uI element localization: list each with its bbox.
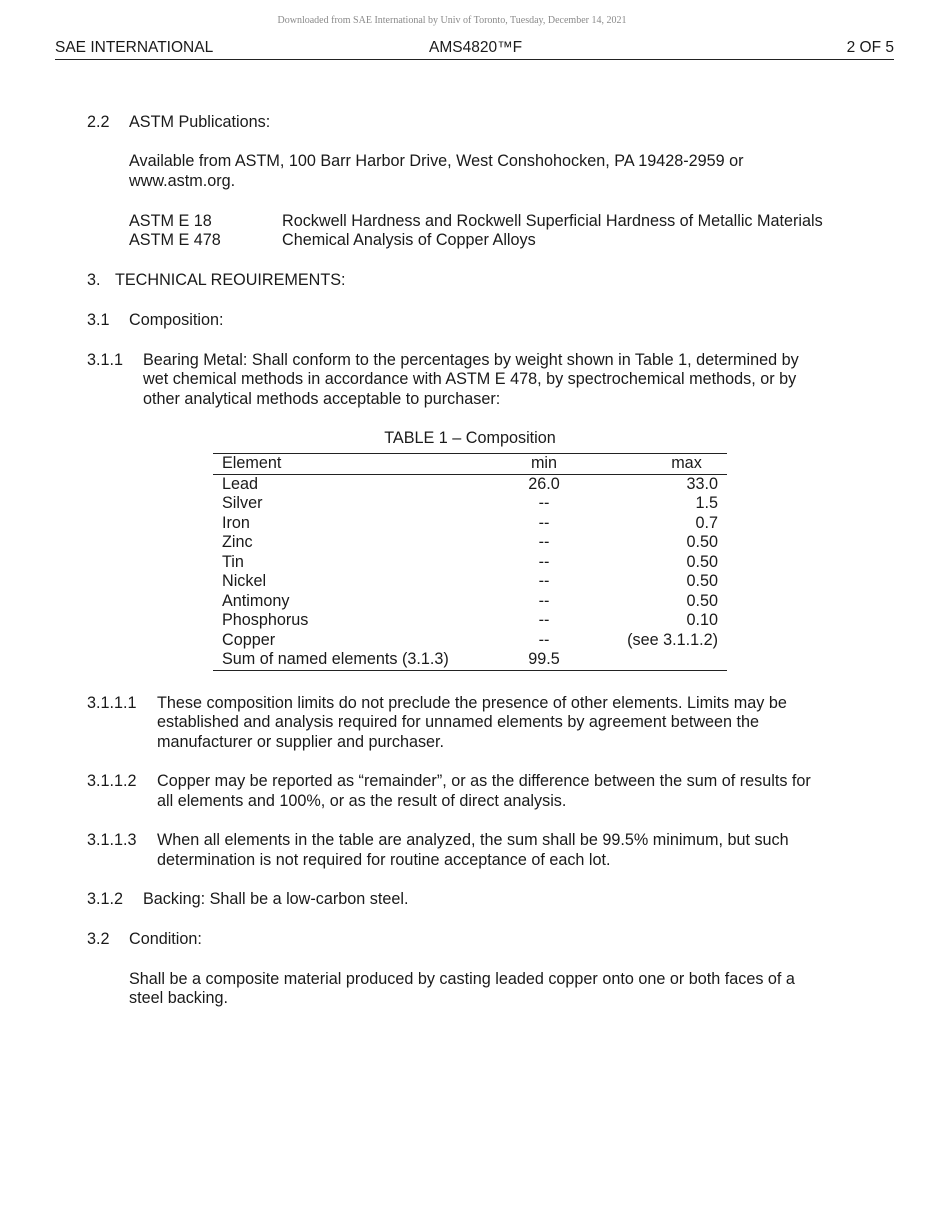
- section-3-2-line1: Shall be a composite material produced by casting leaded copper onto one or both faces of a: [129, 970, 795, 988]
- cell-max: 0.50: [686, 552, 718, 571]
- cell-element: Antimony: [222, 591, 290, 610]
- section-3-1-2-number: 3.1.2: [87, 890, 124, 908]
- section-3-1-1-line2: wet chemical methods in accordance with ASTM E 478, by spectrochemical methods, or by: [143, 370, 797, 388]
- cell-min: --: [538, 552, 550, 571]
- table-header-row: [213, 454, 727, 475]
- section-2-2-number: 2.2: [87, 113, 110, 131]
- cell-max: 0.50: [686, 572, 718, 590]
- section-3-2-line2: steel backing.: [129, 989, 228, 1007]
- section-3-1-1-2-line1: Copper may be reported as “remainder”, or as the difference between the sum of results for: [157, 772, 811, 790]
- composition-table: [213, 453, 727, 671]
- cell-max: 0.50: [686, 533, 718, 551]
- table-caption: TABLE 1 – Composition: [384, 429, 556, 447]
- cell-min: --: [538, 572, 550, 590]
- header-page-number: 2 OF 5: [846, 39, 894, 56]
- section-3-1-1-2-number: 3.1.1.2: [87, 772, 137, 790]
- section-3-1-1-1-line1: These composition limits do not preclude the presence of other elements. Limits may be: [157, 694, 787, 712]
- cell-element: Tin: [222, 552, 244, 571]
- reference-title: Chemical Analysis of Copper Alloys: [282, 231, 536, 249]
- cell-min: --: [538, 611, 550, 629]
- cell-element: Zinc: [222, 533, 253, 551]
- section-3-1-1-line1: Bearing Metal: Shall conform to the percentages by weight shown in Table 1, determined by: [143, 351, 799, 369]
- cell-max: 0.10: [686, 611, 718, 629]
- cell-max: 33.0: [686, 474, 718, 493]
- cell-element: Lead: [222, 474, 259, 493]
- cell-max: [596, 650, 727, 670]
- table-row: [213, 611, 727, 631]
- cell-element: Copper: [222, 630, 276, 649]
- cell-element: Iron: [222, 513, 250, 532]
- astm-availability-line1: Available from ASTM, 100 Barr Harbor Drive, West Conshohocken, PA 19428-2959 or: [129, 152, 744, 170]
- column-header-min: min: [492, 454, 596, 475]
- table-row: [213, 514, 727, 534]
- cell-min: 26.0: [528, 474, 560, 493]
- cell-max: (see 3.1.1.2): [627, 630, 718, 649]
- cell-min: --: [538, 513, 550, 532]
- column-header-max: max: [596, 454, 727, 475]
- reference-code: ASTM E 18: [129, 212, 212, 230]
- cell-max: 0.7: [695, 513, 718, 532]
- cell-min: --: [538, 630, 550, 649]
- table-row: [213, 631, 727, 651]
- section-3-number: 3.: [87, 271, 101, 289]
- section-3-1-1-number: 3.1.1: [87, 351, 124, 369]
- section-3-1-1-3-number: 3.1.1.3: [87, 831, 137, 849]
- reference-title: Rockwell Hardness and Rockwell Superficial Hardness of Metallic Materials: [282, 212, 823, 230]
- section-3-1-1-2-line2: all elements and 100%, or as the result of direct analysis.: [157, 792, 567, 810]
- download-watermark: Downloaded from SAE International by Univ of Toronto, Tuesday, December 14, 2021: [277, 15, 627, 26]
- cell-min: 99.5: [492, 650, 596, 670]
- table-row: [213, 572, 727, 592]
- table-row: [213, 553, 727, 573]
- table-row: [213, 650, 727, 670]
- section-3-1-1-line3: other analytical methods acceptable to purchaser:: [143, 390, 501, 408]
- section-3-1-2-text: Backing: Shall be a low-carbon steel.: [143, 890, 409, 908]
- cell-max: 1.5: [695, 494, 718, 512]
- section-3-1-title: Composition:: [129, 311, 224, 329]
- section-3-1-1-3-line2: determination is not required for routine acceptance of each lot.: [157, 851, 611, 869]
- header-doc-id: AMS4820™F: [429, 39, 523, 56]
- cell-element: Nickel: [222, 572, 267, 590]
- cell-min: --: [538, 591, 550, 610]
- section-3-title: TECHNICAL REOUIREMENTS:: [115, 271, 346, 289]
- section-3-2-number: 3.2: [87, 930, 110, 948]
- cell-min: --: [538, 533, 550, 551]
- column-header-element: Element: [213, 454, 492, 475]
- astm-availability-line2: www.astm.org.: [129, 172, 236, 190]
- section-3-1-number: 3.1: [87, 311, 110, 329]
- table-row: [213, 533, 727, 553]
- table-row: [213, 474, 727, 494]
- cell-min: --: [538, 494, 550, 512]
- table-row: [213, 592, 727, 612]
- section-3-2-title: Condition:: [129, 930, 202, 948]
- cell-max: 0.50: [686, 591, 718, 610]
- header-org: SAE INTERNATIONAL: [55, 39, 214, 56]
- section-2-2-title: ASTM Publications:: [129, 113, 271, 131]
- reference-code: ASTM E 478: [129, 231, 221, 249]
- section-3-1-1-1-line2: established and analysis required for unnamed elements by agreement between the: [157, 713, 760, 731]
- table-row: [213, 494, 727, 514]
- cell-element: Silver: [222, 494, 263, 512]
- page-header: [55, 39, 894, 60]
- cell-element: Phosphorus: [222, 611, 309, 629]
- cell-element: Sum of named elements (3.1.3): [213, 650, 492, 670]
- section-3-1-1-1-number: 3.1.1.1: [87, 694, 137, 712]
- section-3-1-1-1-line3: manufacturer or supplier and purchaser.: [157, 733, 445, 751]
- section-3-1-1-3-line1: When all elements in the table are analyzed, the sum shall be 99.5% minimum, but such: [157, 831, 789, 849]
